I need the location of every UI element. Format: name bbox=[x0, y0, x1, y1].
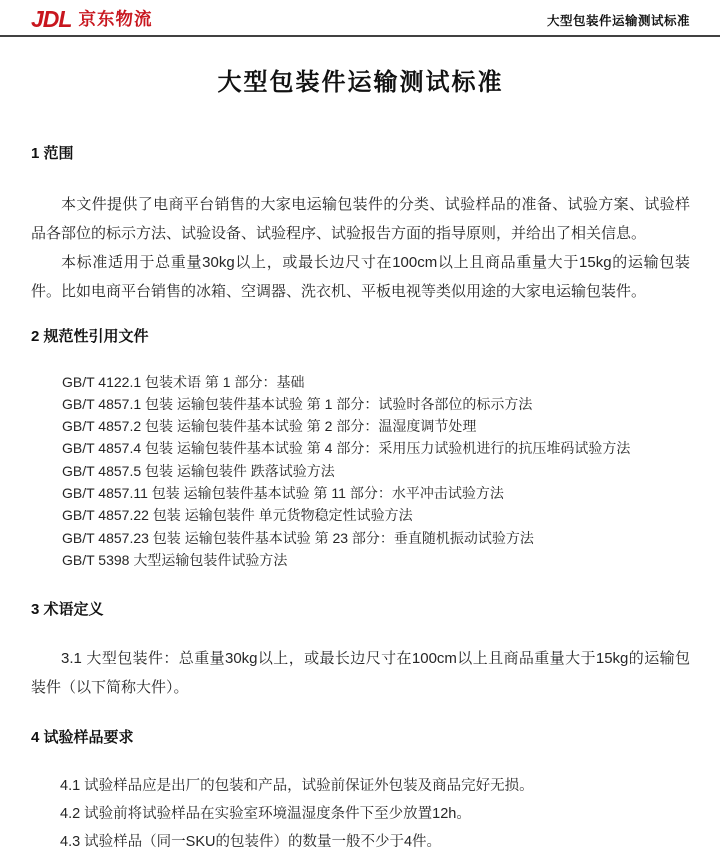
page-header bbox=[0, 0, 720, 37]
reference-item: GB/T 4857.2 包装 运输包装件基本试验 第 2 部分：温湿度调节处理 bbox=[62, 418, 477, 435]
reference-item: GB/T 4857.23 包装 运输包装件基本试验 第 23 部分：垂直随机振动试验方法 bbox=[62, 529, 534, 546]
reference-item: GB/T 4857.22 包装 运输包装件 单元货物稳定性试验方法 bbox=[62, 507, 413, 524]
section-4-heading: 4 试验样品要求 bbox=[31, 729, 134, 747]
reference-item: GB/T 4857.4 包装 运输包装件基本试验 第 4 部分：采用压力试验机进行的抗压堆码试验方法 bbox=[62, 440, 631, 457]
document-body bbox=[0, 62, 720, 856]
jdl-logo-text: 京东物流 bbox=[78, 8, 153, 29]
header-doc-title: 大型包装件运输测试标准 bbox=[546, 13, 690, 28]
section-3-paragraphs bbox=[31, 644, 690, 702]
section-2-heading: 2 规范性引用文件 bbox=[31, 328, 149, 346]
reference-list bbox=[31, 371, 690, 572]
reference-item: GB/T 5398 大型运输包装件试验方法 bbox=[62, 551, 288, 568]
paragraph: 本标准适用于总重量30kg以上，或最长边尺寸在100cm以上且商品重量大于15kg的运输包装件。比如电商平台销售的冰箱、空调器、洗衣机、平板电视等类似用途的大家电运输包装件。 bbox=[31, 254, 690, 301]
jdl-logo bbox=[31, 8, 152, 31]
document-title: 大型包装件运输测试标准 bbox=[217, 69, 504, 96]
section-3-heading: 3 术语定义 bbox=[31, 601, 104, 619]
section-1-heading: 1 范围 bbox=[31, 145, 74, 162]
definition-paragraph: 3.1 大型包装件：总重量30kg以上，或最长边尺寸在100cm以上且商品重量大于15kg的运输包装件（以下简称大件）。 bbox=[31, 650, 690, 697]
requirement-item: 4.2 试验前将试验样品在实验室环境温湿度条件下至少放置12h。 bbox=[60, 805, 471, 822]
paragraph: 本文件提供了电商平台销售的大家电运输包装件的分类、试验样品的准备、试验方案、试验样品各部位的标示方法、试验设备、试验程序、试验报告方面的指导原则，并给出了相关信息。 bbox=[31, 196, 690, 243]
reference-item: GB/T 4857.5 包装 运输包装件 跌落试验方法 bbox=[62, 462, 335, 479]
requirement-item: 4.3 试验样品（同一SKU的包装件）的数量一般不少于4件。 bbox=[60, 833, 442, 850]
section-4-items bbox=[31, 772, 690, 856]
reference-item: GB/T 4122.1 包装术语 第 1 部分：基础 bbox=[62, 373, 305, 390]
requirement-item: 4.1 试验样品应是出厂的包装和产品，试验前保证外包装及商品完好无损。 bbox=[60, 777, 534, 794]
jdl-logo-mark: JDL bbox=[31, 6, 72, 32]
reference-item: GB/T 4857.11 包装 运输包装件基本试验 第 11 部分：水平冲击试验方法 bbox=[62, 484, 504, 501]
section-1-paragraphs bbox=[31, 190, 690, 306]
reference-item: GB/T 4857.1 包装 运输包装件基本试验 第 1 部分：试验时各部位的标示方法 bbox=[62, 395, 533, 412]
